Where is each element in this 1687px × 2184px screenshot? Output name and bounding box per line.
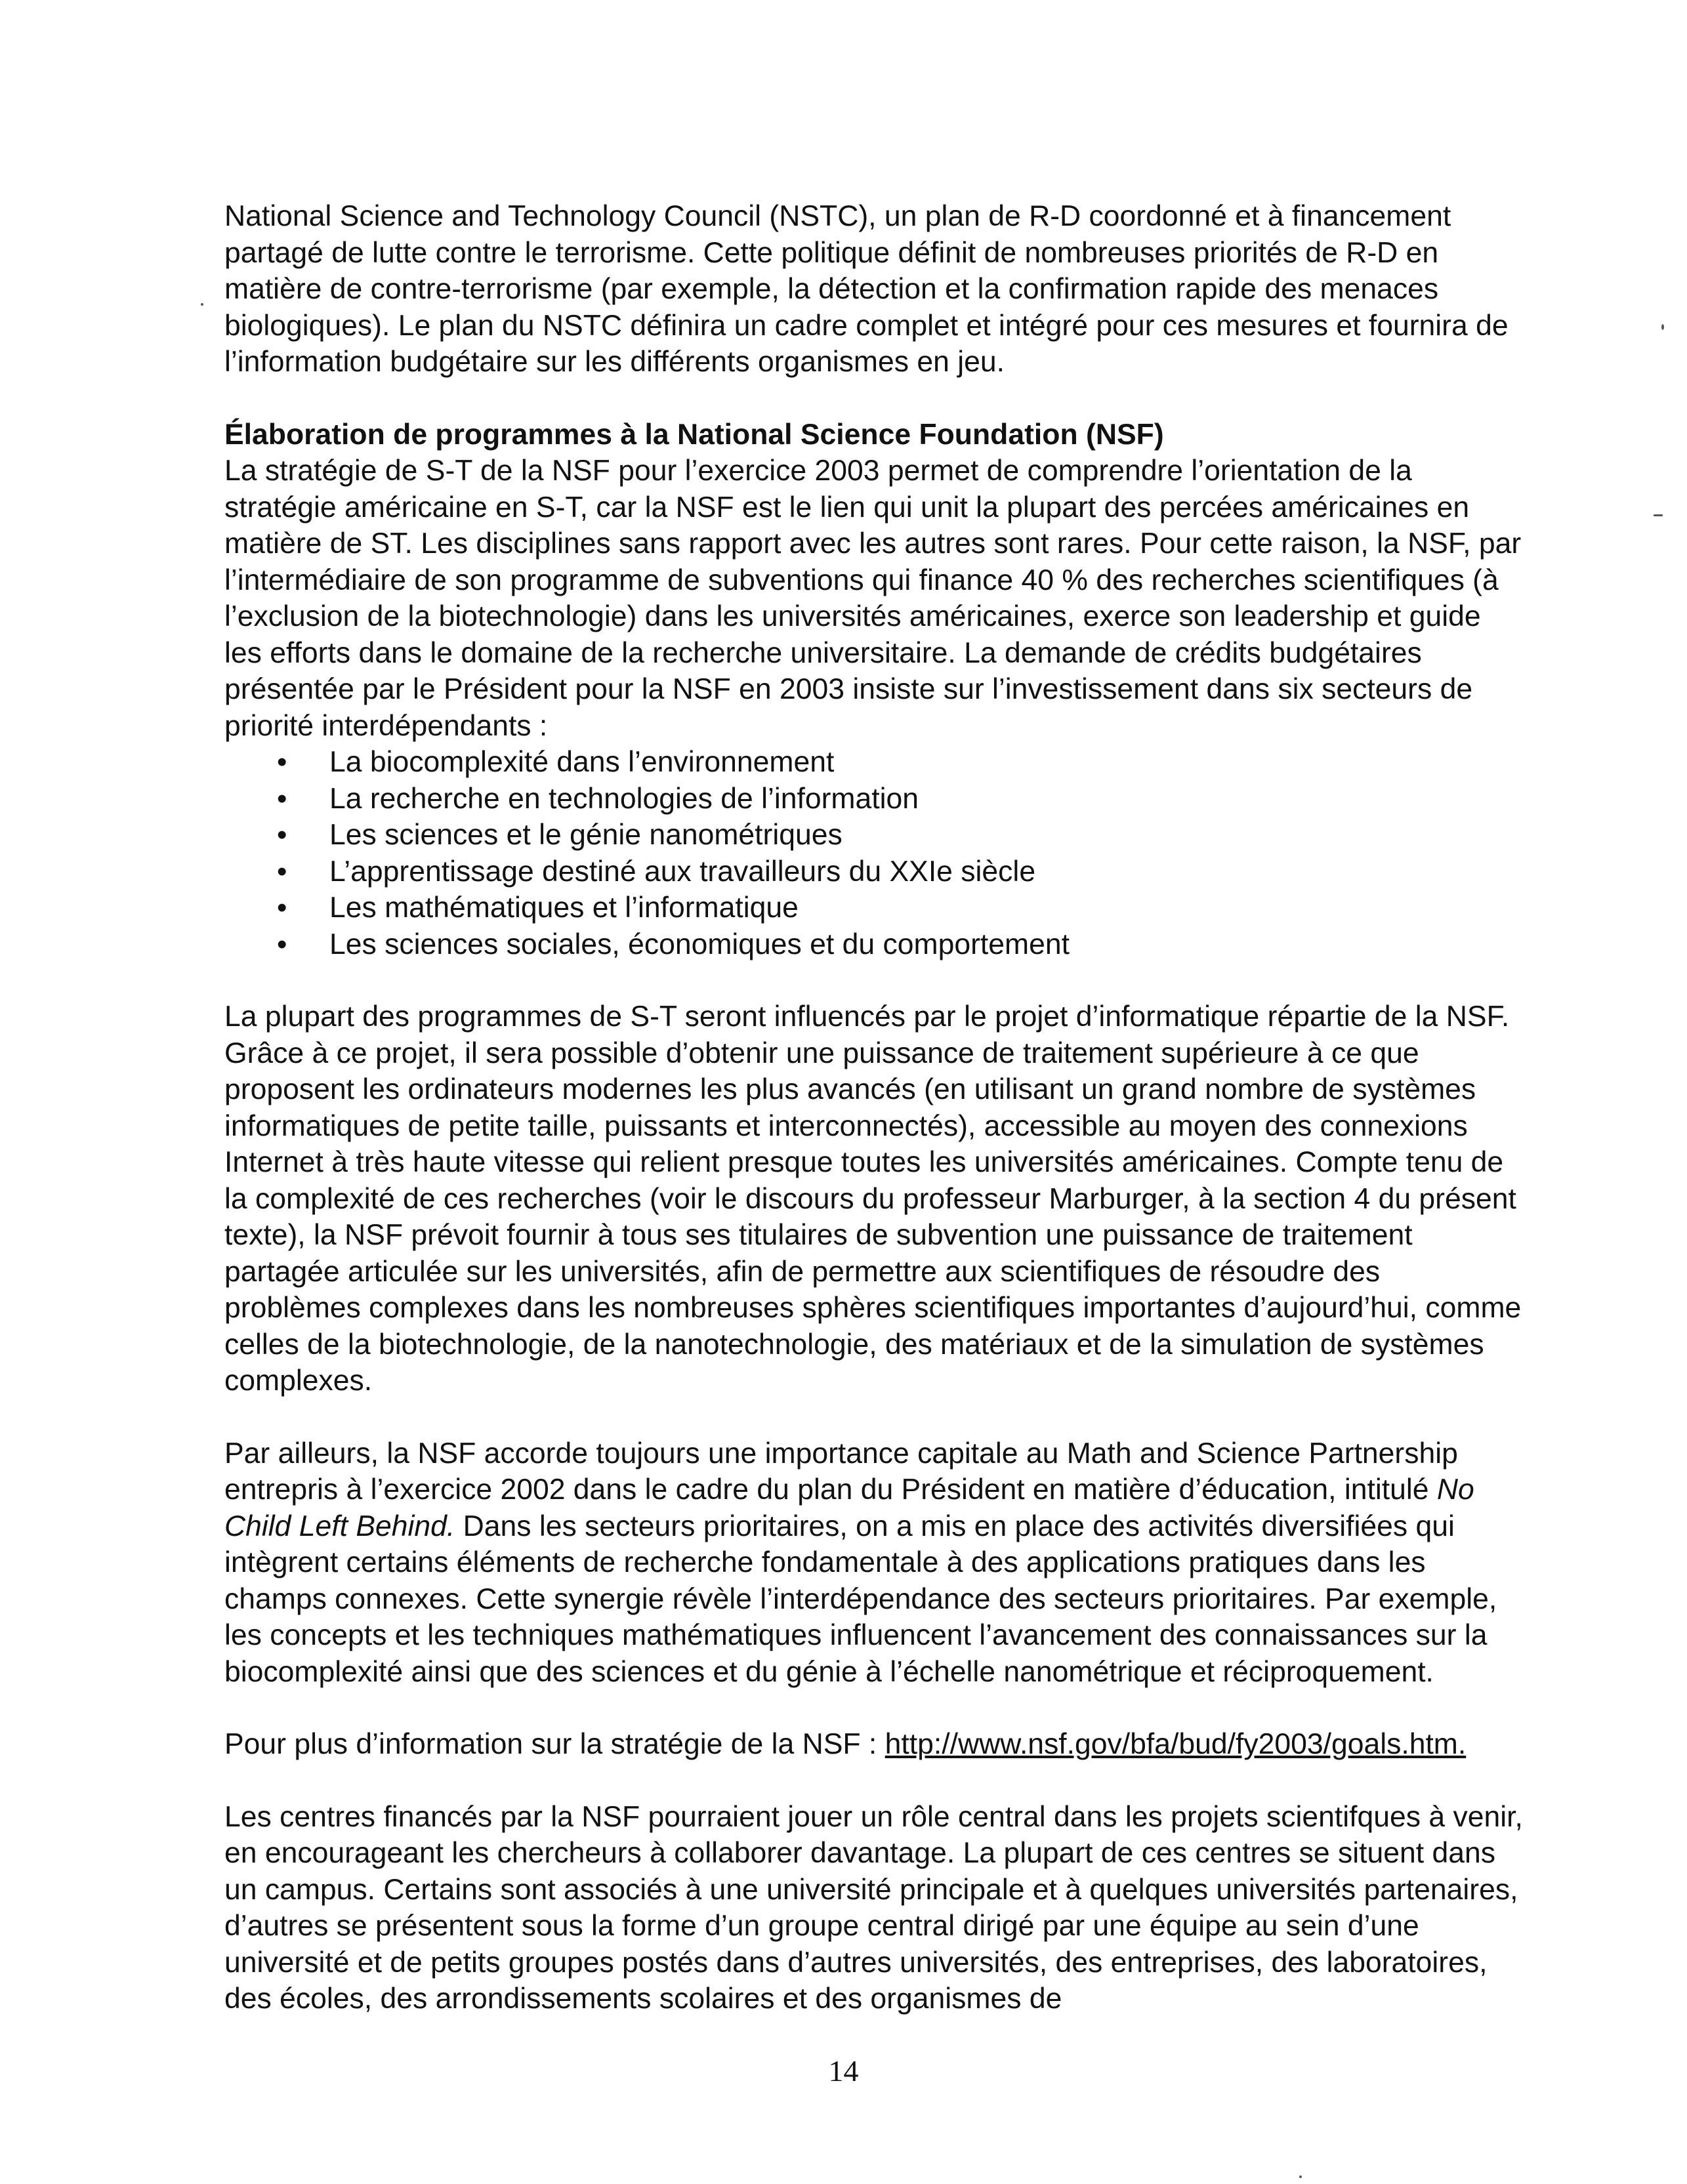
paragraph-nstc: National Science and Technology Council (NSTC), un plan de R-D coordonné et à financement partagé de lutte contre le terrorisme. Cette politique définit de nombreuses priorités de R-D en matière de contre-terrorisme (par exemple, la détection et la confirmation rapide des menaces biologiques). Le plan du NSTC définira un cadre complet et intégré pour ces mesures et fournira de l’information budgétaire sur les différents organismes en jeu. bbox=[224, 200, 1509, 378]
page-body bbox=[224, 198, 1524, 2017]
paragraph-text: Dans les secteurs prioritaires, on a mis en place des activités diversifiées qui intègrent certains éléments de recherche fondamentale à des applications pratiques dans les champs connexes. Cette synergie révèle l’interdépendance des secteurs prioritaires. Par exemple, les concepts et les techniques mathématiques influencent l’avancement des connaissances sur la biocomplexité ainsi que des sciences et du génie à l’échelle nanométrique et réciproquement. bbox=[224, 1510, 1497, 1688]
section-heading: Élaboration de programmes à la National Science Foundation (NSF) bbox=[224, 418, 1164, 451]
priority-sectors-list bbox=[224, 744, 1524, 962]
paragraph-text: Par ailleurs, la NSF accorde toujours une importance capitale au Math and Science Partnership entrepris à l’exercice 2002 dans le cadre du plan du Président en matière d’éducation, intitulé bbox=[224, 1437, 1458, 1506]
list-item: • Les sciences et le génie nanométriques bbox=[277, 817, 1524, 854]
paragraph-more-info bbox=[224, 1726, 1524, 1763]
list-item: • La recherche en technologies de l’information bbox=[277, 781, 1524, 817]
scan-speck bbox=[201, 303, 203, 306]
scan-speck bbox=[1661, 324, 1664, 330]
nsf-goals-link[interactable]: http://www.nsf.gov/bfa/bud/fy2003/goals.htm. bbox=[885, 1728, 1467, 1760]
scan-speck bbox=[1654, 514, 1663, 516]
list-item: • L’apprentissage destiné aux travailleurs du XXIe siècle bbox=[277, 854, 1524, 890]
paragraph-nsf-strategy: La stratégie de S-T de la NSF pour l’exercice 2003 permet de comprendre l’orientation de la stratégie américaine en S-T, car la NSF est le lien qui unit la plupart des percées américaines en matière de ST. Les disciplines sans rapport avec les autres sont rares. Pour cette raison, la NSF, par l’intermédiaire de son programme de subventions qui finance 40 % des recherches scientifiques (à l’exclusion de la biotechnologie) dans les universités américaines, exerce son leadership et guide les efforts dans le domaine de la recherche universitaire. La demande de crédits budgétaires présentée par le Président pour la NSF en 2003 insiste sur l’investissement dans six secteurs de priorité interdépendants : bbox=[224, 455, 1522, 742]
list-item: • Les sciences sociales, économiques et du comportement bbox=[277, 926, 1524, 963]
paragraph-nsf-centres: Les centres financés par la NSF pourraient jouer un rôle central dans les projets scientifques à venir, en encourageant les chercheurs à collaborer davantage. La plupart de ces centres se situent dans un campus. Certains sont associés à une université principale et à quelques universités partenaires, d’autres se présentent sous la forme d’un groupe central dirigé par une équipe au sein d’une université et de petits groupes postés dans d’autres universités, des entreprises, des laboratoires, des écoles, des arrondissements scolaires et des organismes de bbox=[224, 1800, 1523, 2015]
paragraph-distributed-computing: La plupart des programmes de S-T seront influencés par le projet d’informatique répartie de la NSF. Grâce à ce projet, il sera possible d’obtenir une puissance de traitement supérieure à ce que proposent les ordinateurs modernes les plus avancés (en utilisant un grand nombre de systèmes informatiques de petite taille, puissants et interconnectés), accessible au moyen des connexions Internet à très haute vitesse qui relient presque toutes les universités américaines. Compte tenu de la complexité de ces recherches (voir le discours du professeur Marburger, à la section 4 du présent texte), la NSF prévoit fournir à tous ses titulaires de subvention une puissance de traitement partagée articulée sur les universités, afin de permettre aux scientifiques de résoudre des problèmes complexes dans les nombreuses sphères scientifiques importantes d’aujourd’hui, comme celles de la biotechnologie, de la nanotechnologie, des matériaux et de la simulation de systèmes complexes. bbox=[224, 1000, 1522, 1397]
scan-speck bbox=[1299, 2175, 1302, 2178]
page-number: 14 bbox=[828, 2054, 859, 2088]
paragraph-math-science-partnership bbox=[224, 1435, 1524, 1691]
program-title: No Child Left Behind. bbox=[224, 1473, 1474, 1542]
list-item: • Les mathématiques et l’informatique bbox=[277, 890, 1524, 926]
list-item: • La biocomplexité dans l’environnement bbox=[277, 744, 1524, 781]
more-info-text: Pour plus d’information sur la stratégie de la NSF : bbox=[224, 1728, 885, 1760]
